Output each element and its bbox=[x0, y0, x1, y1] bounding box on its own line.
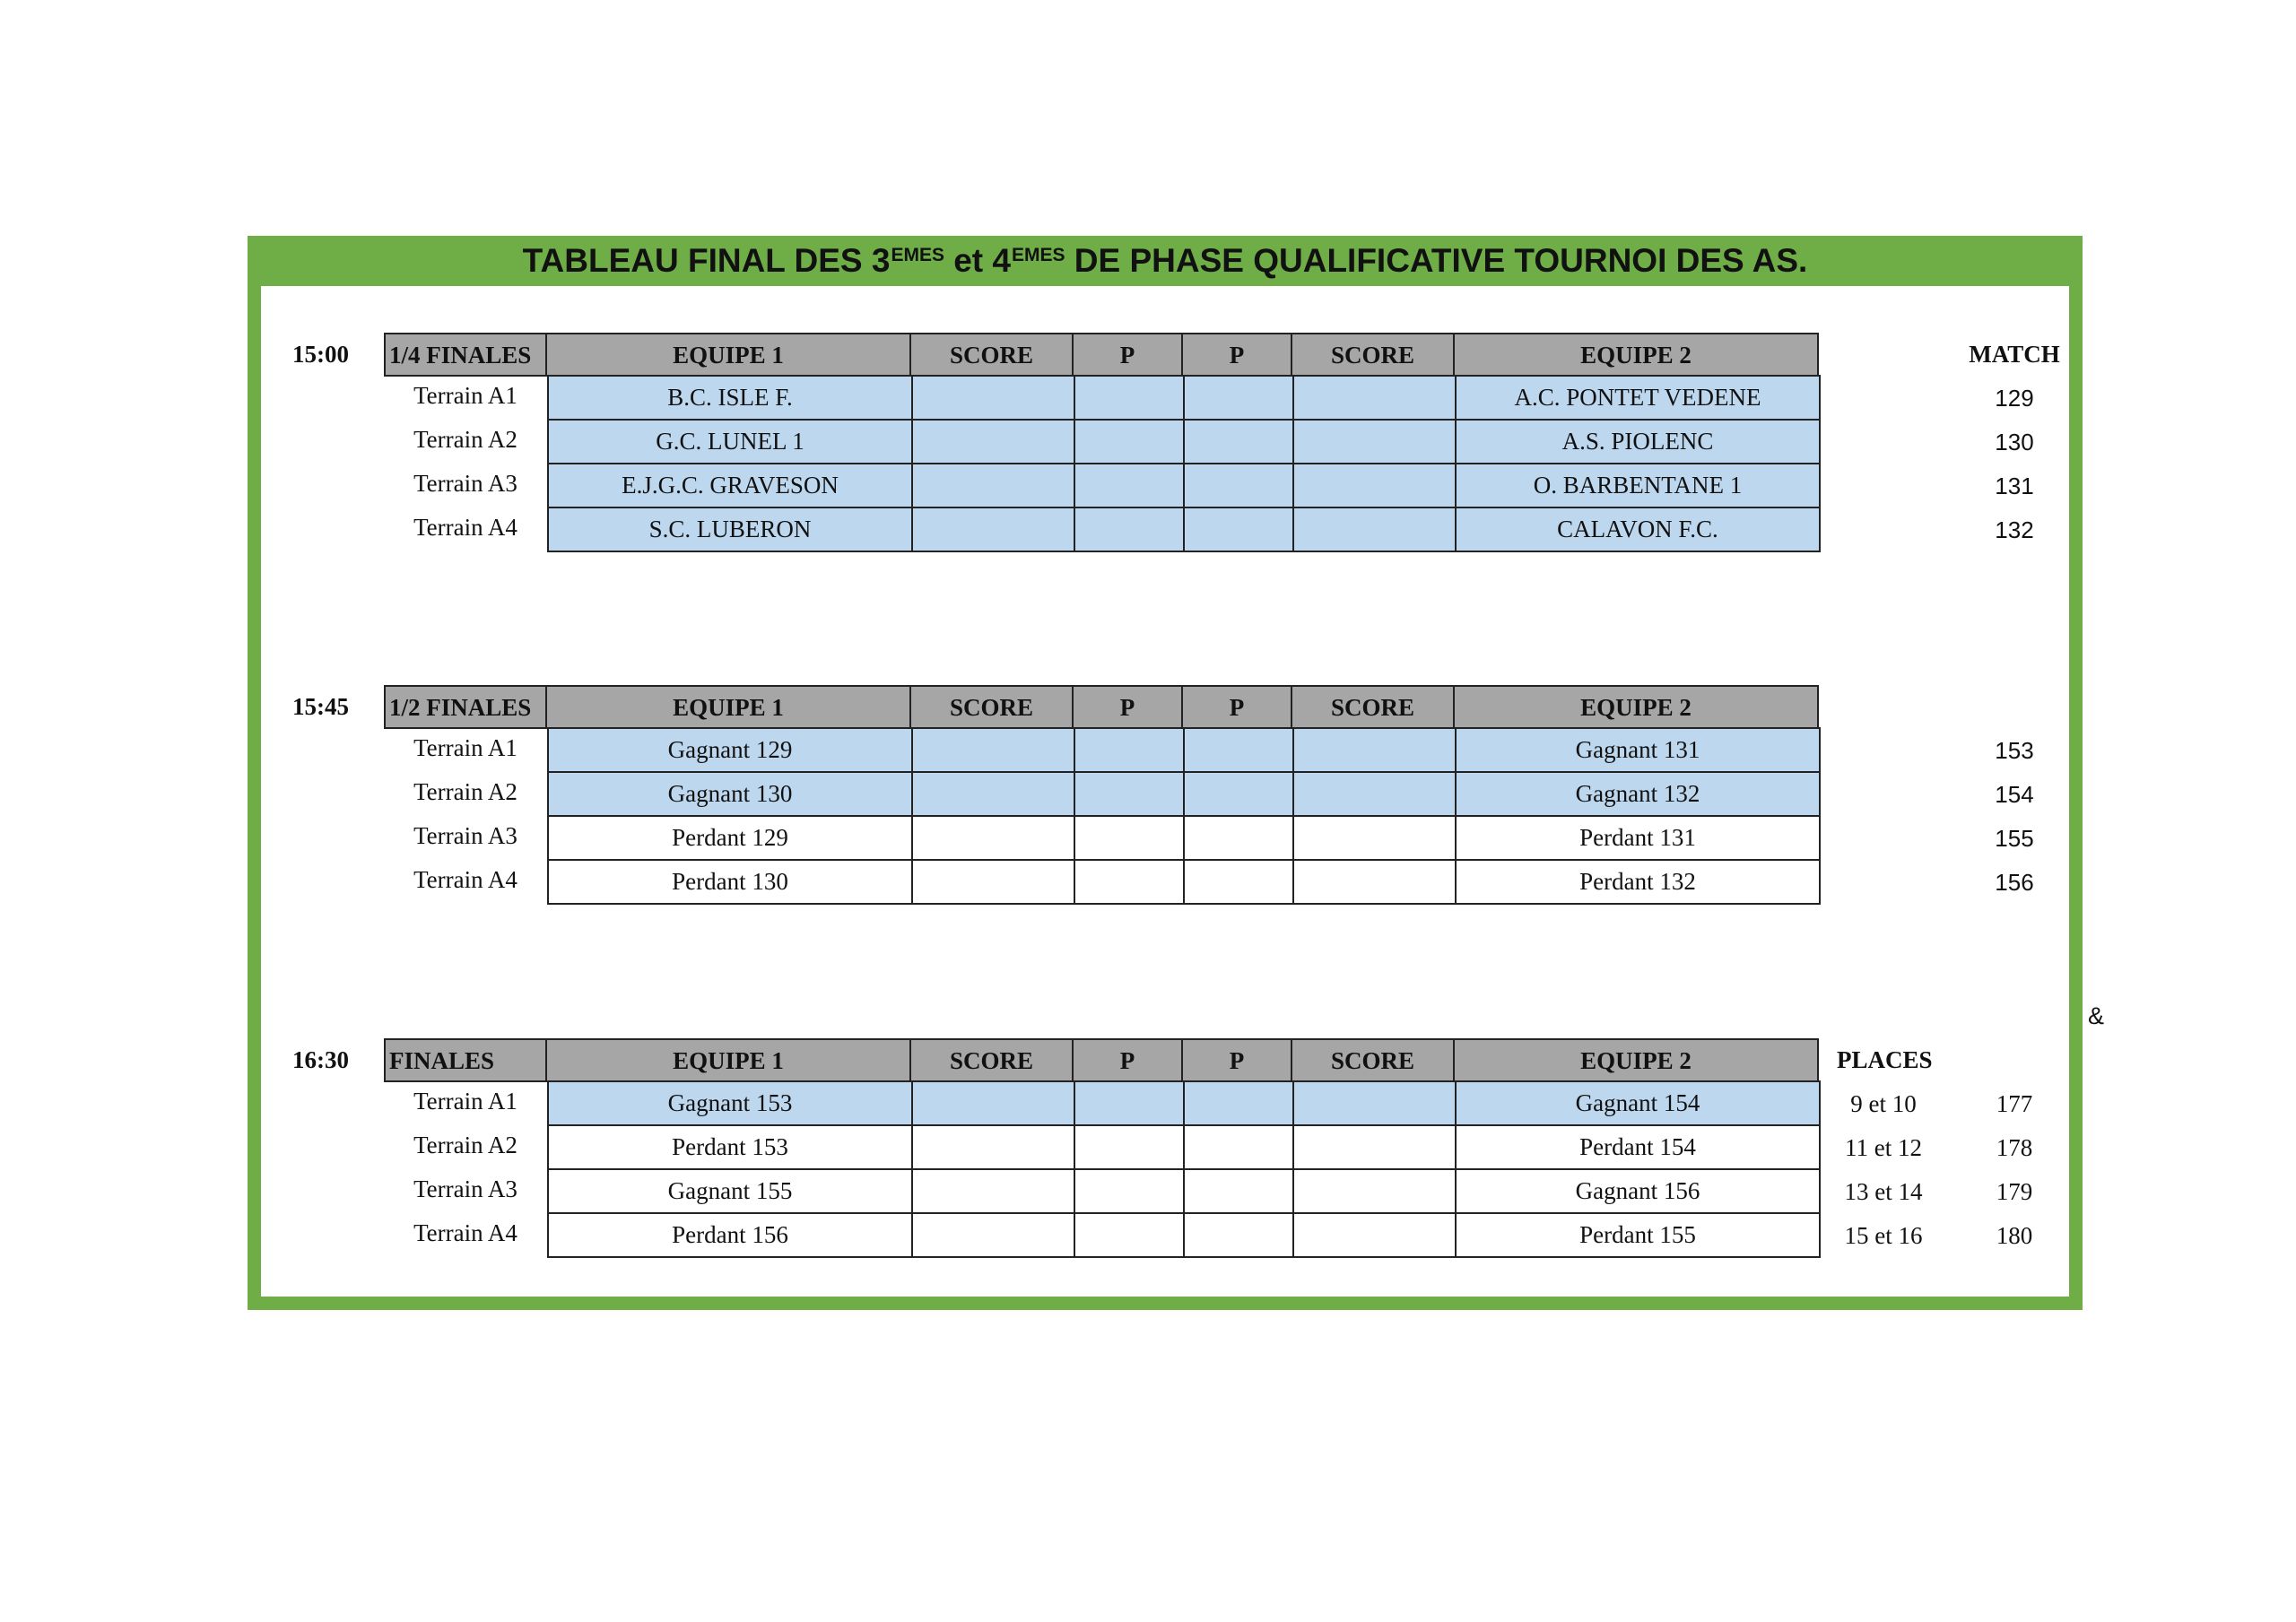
match-number: 177 bbox=[1996, 1090, 2033, 1117]
terrain-label: Terrain A2 bbox=[413, 426, 517, 453]
score1-cell[interactable] bbox=[911, 859, 1075, 905]
section-time: 15:00 bbox=[292, 341, 349, 368]
table-row bbox=[384, 421, 1821, 464]
terrain-label: Terrain A3 bbox=[413, 470, 517, 497]
terrain-label: Terrain A1 bbox=[413, 734, 517, 761]
score2-cell[interactable] bbox=[1292, 1168, 1457, 1214]
team1-cell: G.C. LUNEL 1 bbox=[547, 419, 913, 464]
match-number: 130 bbox=[1995, 429, 2034, 455]
team2-cell: O. BARBENTANE 1 bbox=[1455, 463, 1821, 508]
team1-cell: Perdant 156 bbox=[547, 1212, 913, 1258]
team2-cell: A.S. PIOLENC bbox=[1455, 419, 1821, 464]
score2-header: SCORE bbox=[1291, 685, 1455, 729]
score2-header: SCORE bbox=[1291, 333, 1455, 377]
score1-cell[interactable] bbox=[911, 507, 1075, 552]
score2-cell[interactable] bbox=[1292, 419, 1457, 464]
match-number: 155 bbox=[1995, 825, 2034, 852]
p1-cell[interactable] bbox=[1074, 463, 1185, 508]
p2-cell[interactable] bbox=[1183, 507, 1294, 552]
score1-cell[interactable] bbox=[911, 1212, 1075, 1258]
p2-cell[interactable] bbox=[1183, 727, 1294, 773]
match-number: 178 bbox=[1996, 1134, 2033, 1161]
table-row bbox=[384, 729, 1821, 773]
p2-cell[interactable] bbox=[1183, 1124, 1294, 1170]
table-row bbox=[384, 1126, 1821, 1170]
places-value: 13 et 14 bbox=[1844, 1178, 1923, 1205]
team1-cell: Gagnant 155 bbox=[547, 1168, 913, 1214]
title-sup-1: EMES bbox=[891, 245, 944, 265]
table-row bbox=[384, 508, 1821, 552]
score2-header: SCORE bbox=[1291, 1038, 1455, 1082]
match-number: 156 bbox=[1995, 869, 2034, 896]
p1-cell[interactable] bbox=[1074, 1124, 1185, 1170]
title-text-3: DE PHASE QUALIFICATIVE TOURNOI DES AS. bbox=[1065, 242, 1808, 279]
team1-cell: Gagnant 153 bbox=[547, 1080, 913, 1126]
p1-header: P bbox=[1072, 685, 1183, 729]
p1-header: P bbox=[1072, 1038, 1183, 1082]
phase-header: 1/2 FINALES bbox=[384, 685, 547, 729]
team1-cell: B.C. ISLE F. bbox=[547, 375, 913, 421]
terrain-label: Terrain A2 bbox=[413, 1132, 517, 1158]
score2-cell[interactable] bbox=[1292, 1212, 1457, 1258]
p2-cell[interactable] bbox=[1183, 375, 1294, 421]
score2-cell[interactable] bbox=[1292, 859, 1457, 905]
p1-cell[interactable] bbox=[1074, 815, 1185, 861]
places-header: PLACES bbox=[1837, 1046, 1933, 1073]
match-number: 132 bbox=[1995, 516, 2034, 543]
equipe1-header: EQUIPE 1 bbox=[545, 333, 911, 377]
p1-cell[interactable] bbox=[1074, 1168, 1185, 1214]
p2-header: P bbox=[1181, 685, 1292, 729]
terrain-label: Terrain A4 bbox=[413, 1219, 517, 1246]
match-number: 179 bbox=[1996, 1178, 2033, 1205]
terrain-label: Terrain A3 bbox=[413, 1175, 517, 1202]
match-number: 154 bbox=[1995, 781, 2034, 808]
team2-cell: Perdant 131 bbox=[1455, 815, 1821, 861]
terrain-label: Terrain A1 bbox=[413, 1088, 517, 1115]
team1-cell: S.C. LUBERON bbox=[547, 507, 913, 552]
match-number: 129 bbox=[1995, 385, 2034, 412]
page-title bbox=[248, 236, 2083, 286]
table-row bbox=[384, 861, 1821, 905]
equipe2-header: EQUIPE 2 bbox=[1453, 685, 1819, 729]
p1-cell[interactable] bbox=[1074, 771, 1185, 817]
table-row bbox=[384, 377, 1821, 421]
phase-header: FINALES bbox=[384, 1038, 547, 1082]
p2-cell[interactable] bbox=[1183, 463, 1294, 508]
team2-cell: Gagnant 132 bbox=[1455, 771, 1821, 817]
team1-cell: Gagnant 129 bbox=[547, 727, 913, 773]
phase-header: 1/4 FINALES bbox=[384, 333, 547, 377]
equipe1-header: EQUIPE 1 bbox=[545, 685, 911, 729]
p2-cell[interactable] bbox=[1183, 1212, 1294, 1258]
match-number: 153 bbox=[1995, 737, 2034, 764]
p2-cell[interactable] bbox=[1183, 1168, 1294, 1214]
terrain-label: Terrain A3 bbox=[413, 822, 517, 849]
score1-cell[interactable] bbox=[911, 375, 1075, 421]
p1-header: P bbox=[1072, 333, 1183, 377]
title-text-2: et 4 bbox=[944, 242, 1011, 279]
places-value: 11 et 12 bbox=[1845, 1134, 1922, 1161]
p1-cell[interactable] bbox=[1074, 1080, 1185, 1126]
section-time: 15:45 bbox=[292, 693, 349, 720]
score2-cell[interactable] bbox=[1292, 815, 1457, 861]
score2-cell[interactable] bbox=[1292, 507, 1457, 552]
equipe2-header: EQUIPE 2 bbox=[1453, 333, 1819, 377]
score1-cell[interactable] bbox=[911, 727, 1075, 773]
table-row bbox=[384, 773, 1821, 817]
p1-cell[interactable] bbox=[1074, 859, 1185, 905]
score1-cell[interactable] bbox=[911, 1168, 1075, 1214]
score2-cell[interactable] bbox=[1292, 463, 1457, 508]
team2-cell: Gagnant 154 bbox=[1455, 1080, 1821, 1126]
score2-cell[interactable] bbox=[1292, 375, 1457, 421]
p2-cell[interactable] bbox=[1183, 1080, 1294, 1126]
p2-header: P bbox=[1181, 1038, 1292, 1082]
score1-cell[interactable] bbox=[911, 771, 1075, 817]
score1-cell[interactable] bbox=[911, 815, 1075, 861]
team2-cell: Perdant 155 bbox=[1455, 1212, 1821, 1258]
p2-cell[interactable] bbox=[1183, 859, 1294, 905]
match-number: 131 bbox=[1995, 473, 2034, 499]
terrain-label: Terrain A4 bbox=[413, 866, 517, 893]
team2-cell: A.C. PONTET VEDENE bbox=[1455, 375, 1821, 421]
p1-cell[interactable] bbox=[1074, 375, 1185, 421]
terrain-label: Terrain A4 bbox=[413, 514, 517, 541]
table-row bbox=[384, 1170, 1821, 1214]
team2-cell: Perdant 132 bbox=[1455, 859, 1821, 905]
table-row bbox=[384, 817, 1821, 861]
terrain-label: Terrain A2 bbox=[413, 778, 517, 805]
score1-cell[interactable] bbox=[911, 419, 1075, 464]
team1-cell: Perdant 129 bbox=[547, 815, 913, 861]
table-header-row bbox=[384, 333, 1819, 377]
title-text-1: TABLEAU FINAL DES 3 bbox=[522, 242, 891, 279]
places-value: 15 et 16 bbox=[1844, 1222, 1923, 1249]
team2-cell: Gagnant 156 bbox=[1455, 1168, 1821, 1214]
score1-header: SCORE bbox=[909, 1038, 1074, 1082]
p2-cell[interactable] bbox=[1183, 419, 1294, 464]
team1-cell: E.J.G.C. GRAVESON bbox=[547, 463, 913, 508]
score1-header: SCORE bbox=[909, 685, 1074, 729]
team1-cell: Perdant 130 bbox=[547, 859, 913, 905]
p1-cell[interactable] bbox=[1074, 507, 1185, 552]
title-sup-2: EMES bbox=[1012, 245, 1065, 265]
table-header-row bbox=[384, 1038, 1819, 1082]
p1-cell[interactable] bbox=[1074, 727, 1185, 773]
score2-cell[interactable] bbox=[1292, 727, 1457, 773]
stray-ampersand: & bbox=[2088, 1002, 2105, 1029]
score2-cell[interactable] bbox=[1292, 1080, 1457, 1126]
section-time: 16:30 bbox=[292, 1046, 349, 1073]
team2-cell: CALAVON F.C. bbox=[1455, 507, 1821, 552]
score1-cell[interactable] bbox=[911, 463, 1075, 508]
equipe1-header: EQUIPE 1 bbox=[545, 1038, 911, 1082]
match-header: MATCH bbox=[1969, 341, 2060, 368]
team2-cell: Gagnant 131 bbox=[1455, 727, 1821, 773]
p2-cell[interactable] bbox=[1183, 815, 1294, 861]
p1-cell[interactable] bbox=[1074, 1212, 1185, 1258]
equipe2-header: EQUIPE 2 bbox=[1453, 1038, 1819, 1082]
p2-cell[interactable] bbox=[1183, 771, 1294, 817]
table-row bbox=[384, 464, 1821, 508]
score1-header: SCORE bbox=[909, 333, 1074, 377]
places-value: 9 et 10 bbox=[1850, 1090, 1917, 1117]
team2-cell: Perdant 154 bbox=[1455, 1124, 1821, 1170]
score1-cell[interactable] bbox=[911, 1124, 1075, 1170]
team1-cell: Gagnant 130 bbox=[547, 771, 913, 817]
p1-cell[interactable] bbox=[1074, 419, 1185, 464]
score2-cell[interactable] bbox=[1292, 1124, 1457, 1170]
match-number: 180 bbox=[1996, 1222, 2033, 1249]
table-header-row bbox=[384, 685, 1819, 729]
score2-cell[interactable] bbox=[1292, 771, 1457, 817]
p2-header: P bbox=[1181, 333, 1292, 377]
table-row bbox=[384, 1082, 1821, 1126]
terrain-label: Terrain A1 bbox=[413, 382, 517, 409]
score1-cell[interactable] bbox=[911, 1080, 1075, 1126]
team1-cell: Perdant 153 bbox=[547, 1124, 913, 1170]
table-row bbox=[384, 1214, 1821, 1258]
